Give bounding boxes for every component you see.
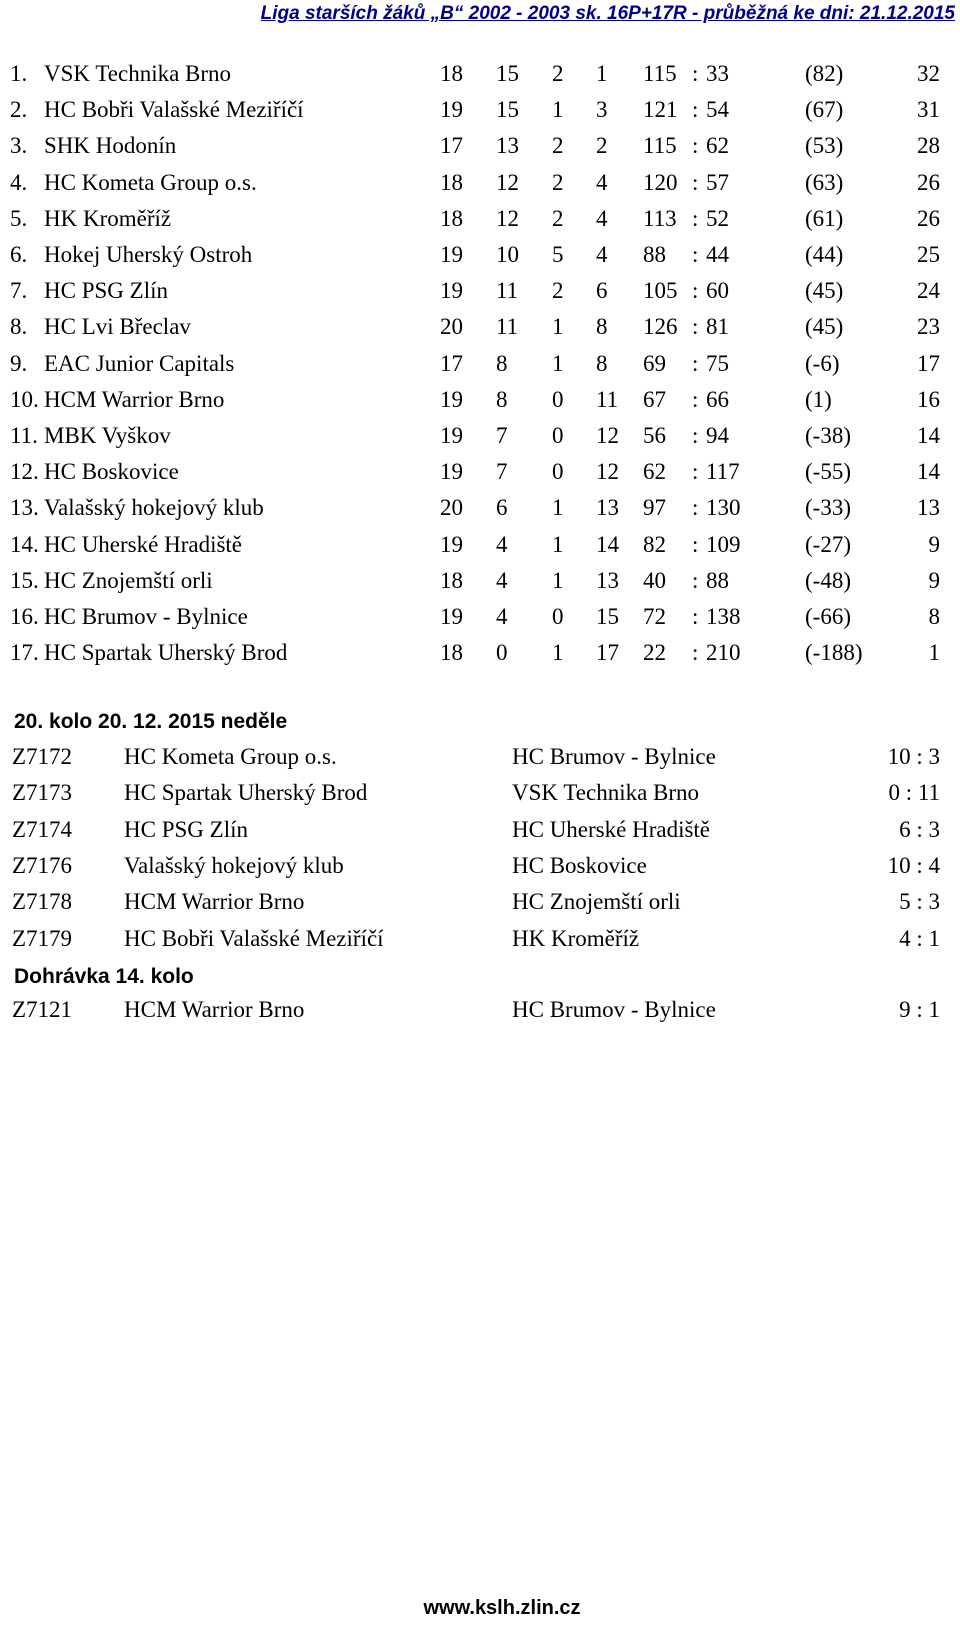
rank-cell: 13. bbox=[10, 495, 39, 521]
goals-for-cell: 115 bbox=[643, 133, 677, 159]
table-row bbox=[0, 527, 960, 563]
wins-cell: 7 bbox=[496, 423, 508, 448]
match-score: 4 : 1 bbox=[899, 925, 940, 951]
match-score: 6 : 3 bbox=[899, 816, 940, 842]
page-title: Liga starších žáků „B“ 2002 - 2003 sk. 16P+17R - průběžná ke dni: 21.12.2015 bbox=[260, 3, 955, 24]
home-team: HC Kometa Group o.s. bbox=[124, 744, 337, 769]
goal-difference-cell: (45) bbox=[805, 314, 844, 340]
score-separator: : bbox=[692, 350, 699, 376]
draws-cell: 2 bbox=[552, 278, 564, 304]
losses-cell: 12 bbox=[596, 459, 619, 485]
goals-for-cell: 126 bbox=[643, 314, 678, 340]
wins-cell: 11 bbox=[496, 314, 519, 340]
goals-for-cell: 67 bbox=[643, 386, 666, 412]
goals-for-cell: 56 bbox=[643, 423, 666, 448]
points-cell: 25 bbox=[917, 242, 940, 267]
goals-against-cell: 81 bbox=[706, 314, 729, 340]
losses-cell: 4 bbox=[596, 205, 608, 231]
points-cell: 13 bbox=[917, 495, 940, 521]
goals-against-cell: 33 bbox=[706, 61, 729, 86]
table-row bbox=[0, 454, 960, 490]
goals-against-cell: 54 bbox=[706, 97, 729, 123]
rank-cell: 2. bbox=[10, 97, 28, 123]
losses-cell: 2 bbox=[596, 133, 608, 159]
table-row bbox=[0, 490, 960, 526]
match-code: Z7179 bbox=[12, 925, 73, 951]
match-code: Z7176 bbox=[12, 852, 73, 878]
team-cell: HC Kometa Group o.s. bbox=[44, 169, 257, 195]
table-row bbox=[0, 418, 960, 454]
draws-cell: 1 bbox=[552, 495, 564, 521]
match-code: Z7174 bbox=[12, 816, 73, 842]
games-played-cell: 20 bbox=[440, 314, 463, 340]
team-cell: HC Znojemští orli bbox=[44, 567, 213, 593]
losses-cell: 8 bbox=[596, 350, 608, 376]
match-code: Z7172 bbox=[12, 744, 73, 769]
list-item bbox=[0, 812, 960, 848]
games-played-cell: 17 bbox=[440, 133, 463, 159]
games-played-cell: 19 bbox=[440, 386, 463, 412]
draws-cell: 1 bbox=[552, 97, 564, 123]
list-item bbox=[0, 739, 960, 775]
home-team: HC Spartak Uherský Brod bbox=[124, 780, 368, 806]
rank-cell: 3. bbox=[10, 133, 28, 159]
games-played-cell: 19 bbox=[440, 459, 463, 485]
table-row bbox=[0, 273, 960, 309]
losses-cell: 17 bbox=[596, 640, 619, 666]
team-cell: MBK Vyškov bbox=[44, 423, 171, 448]
draws-cell: 0 bbox=[552, 459, 564, 485]
goals-against-cell: 117 bbox=[706, 459, 740, 485]
draws-cell: 2 bbox=[552, 61, 564, 86]
goal-difference-cell: (-48) bbox=[805, 567, 851, 593]
goals-against-cell: 109 bbox=[706, 531, 741, 557]
goal-difference-cell: (63) bbox=[805, 169, 844, 195]
rank-cell: 5. bbox=[10, 205, 28, 231]
goals-against-cell: 130 bbox=[706, 495, 741, 521]
rank-cell: 12. bbox=[10, 459, 39, 485]
score-separator: : bbox=[692, 314, 699, 340]
points-cell: 26 bbox=[917, 205, 940, 231]
match-score: 5 : 3 bbox=[899, 889, 940, 915]
match-code: Z7173 bbox=[12, 780, 73, 806]
draws-cell: 5 bbox=[552, 242, 564, 267]
goal-difference-cell: (-33) bbox=[805, 495, 851, 521]
goals-for-cell: 69 bbox=[643, 350, 666, 376]
rank-cell: 14. bbox=[10, 531, 39, 557]
away-team: HC Znojemští orli bbox=[512, 889, 681, 915]
goals-against-cell: 210 bbox=[706, 640, 741, 666]
draws-cell: 0 bbox=[552, 386, 564, 412]
goals-against-cell: 57 bbox=[706, 169, 729, 195]
points-cell: 23 bbox=[917, 314, 940, 340]
games-played-cell: 20 bbox=[440, 495, 463, 521]
list-item bbox=[0, 848, 960, 884]
goals-for-cell: 82 bbox=[643, 531, 666, 557]
games-played-cell: 18 bbox=[440, 169, 463, 195]
draws-cell: 0 bbox=[552, 604, 564, 629]
wins-cell: 12 bbox=[496, 169, 519, 195]
wins-cell: 4 bbox=[496, 531, 508, 557]
table-row bbox=[0, 92, 960, 128]
games-played-cell: 18 bbox=[440, 205, 463, 231]
goal-difference-cell: (-38) bbox=[805, 423, 851, 448]
home-team: HCM Warrior Brno bbox=[124, 997, 305, 1022]
rank-cell: 10. bbox=[10, 386, 39, 412]
games-played-cell: 19 bbox=[440, 423, 463, 448]
score-separator: : bbox=[692, 604, 699, 629]
goals-against-cell: 88 bbox=[706, 567, 729, 593]
list-item bbox=[0, 992, 960, 1028]
score-separator: : bbox=[692, 169, 699, 195]
score-separator: : bbox=[692, 531, 699, 557]
team-cell: HC PSG Zlín bbox=[44, 278, 168, 304]
goal-difference-cell: (-66) bbox=[805, 604, 851, 629]
score-separator: : bbox=[692, 567, 699, 593]
points-cell: 1 bbox=[928, 640, 940, 666]
points-cell: 32 bbox=[917, 61, 940, 86]
score-separator: : bbox=[692, 205, 699, 231]
draws-cell: 2 bbox=[552, 169, 564, 195]
table-row bbox=[0, 165, 960, 201]
goals-for-cell: 40 bbox=[643, 567, 666, 593]
games-played-cell: 19 bbox=[440, 242, 463, 267]
goals-against-cell: 44 bbox=[706, 242, 729, 267]
score-separator: : bbox=[692, 133, 699, 159]
wins-cell: 15 bbox=[496, 61, 519, 86]
goal-difference-cell: (-27) bbox=[805, 531, 851, 557]
goal-difference-cell: (45) bbox=[805, 278, 844, 304]
home-team: Valašský hokejový klub bbox=[124, 852, 344, 878]
rank-cell: 17. bbox=[10, 640, 39, 666]
goals-against-cell: 66 bbox=[706, 386, 729, 412]
team-cell: HC Uherské Hradiště bbox=[44, 531, 243, 557]
draws-cell: 1 bbox=[552, 314, 564, 340]
away-team: HK Kroměříž bbox=[512, 925, 640, 951]
score-separator: : bbox=[692, 423, 699, 448]
losses-cell: 13 bbox=[596, 567, 619, 593]
rank-cell: 1. bbox=[10, 61, 28, 86]
goals-for-cell: 105 bbox=[643, 278, 678, 304]
table-row bbox=[0, 201, 960, 237]
score-separator: : bbox=[692, 278, 699, 304]
draws-cell: 1 bbox=[552, 640, 564, 666]
score-separator: : bbox=[692, 242, 699, 267]
team-cell: HK Kroměříž bbox=[44, 205, 172, 231]
goal-difference-cell: (-188) bbox=[805, 640, 863, 666]
wins-cell: 4 bbox=[496, 604, 508, 629]
home-team: HCM Warrior Brno bbox=[124, 889, 305, 915]
team-cell: Valašský hokejový klub bbox=[44, 495, 264, 521]
match-score: 10 : 3 bbox=[887, 744, 940, 769]
goals-against-cell: 75 bbox=[706, 350, 729, 376]
goals-for-cell: 115 bbox=[643, 61, 677, 86]
goals-against-cell: 138 bbox=[706, 604, 741, 629]
games-played-cell: 18 bbox=[440, 567, 463, 593]
wins-cell: 8 bbox=[496, 386, 508, 412]
team-cell: SHK Hodonín bbox=[44, 133, 177, 159]
points-cell: 8 bbox=[928, 604, 940, 629]
wins-cell: 7 bbox=[496, 459, 508, 485]
draws-cell: 2 bbox=[552, 205, 564, 231]
round-heading: 20. kolo 20. 12. 2015 neděle bbox=[14, 710, 288, 733]
score-separator: : bbox=[692, 97, 699, 123]
table-row bbox=[0, 382, 960, 418]
match-score: 0 : 11 bbox=[888, 780, 940, 806]
draws-cell: 1 bbox=[552, 567, 564, 593]
losses-cell: 4 bbox=[596, 242, 608, 267]
goals-for-cell: 120 bbox=[643, 169, 678, 195]
team-cell: Hokej Uherský Ostroh bbox=[44, 242, 253, 267]
losses-cell: 15 bbox=[596, 604, 619, 629]
rank-cell: 15. bbox=[10, 567, 39, 593]
goals-for-cell: 62 bbox=[643, 459, 666, 485]
points-cell: 31 bbox=[917, 97, 940, 123]
score-separator: : bbox=[692, 61, 699, 86]
losses-cell: 14 bbox=[596, 531, 619, 557]
away-team: HC Uherské Hradiště bbox=[512, 816, 711, 842]
goals-against-cell: 52 bbox=[706, 205, 729, 231]
match-score: 9 : 1 bbox=[899, 997, 940, 1022]
team-cell: HCM Warrior Brno bbox=[44, 386, 225, 412]
goals-for-cell: 113 bbox=[643, 205, 677, 231]
points-cell: 14 bbox=[917, 459, 940, 485]
rank-cell: 16. bbox=[10, 604, 39, 629]
match-code: Z7121 bbox=[12, 997, 73, 1022]
wins-cell: 11 bbox=[496, 278, 519, 304]
goal-difference-cell: (-6) bbox=[805, 350, 840, 376]
team-cell: HC Brumov - Bylnice bbox=[44, 604, 248, 629]
table-row bbox=[0, 56, 960, 92]
table-row bbox=[0, 237, 960, 273]
rank-cell: 8. bbox=[10, 314, 28, 340]
points-cell: 14 bbox=[917, 423, 940, 448]
wins-cell: 6 bbox=[496, 495, 508, 521]
losses-cell: 1 bbox=[596, 61, 608, 86]
goals-against-cell: 60 bbox=[706, 278, 729, 304]
losses-cell: 8 bbox=[596, 314, 608, 340]
match-score: 10 : 4 bbox=[887, 852, 940, 878]
points-cell: 9 bbox=[928, 531, 940, 557]
goal-difference-cell: (44) bbox=[805, 242, 844, 267]
list-item bbox=[0, 884, 960, 920]
games-played-cell: 19 bbox=[440, 531, 463, 557]
away-team: HC Brumov - Bylnice bbox=[512, 744, 716, 769]
goals-against-cell: 62 bbox=[706, 133, 729, 159]
goal-difference-cell: (1) bbox=[805, 386, 832, 412]
list-item bbox=[0, 775, 960, 811]
losses-cell: 4 bbox=[596, 169, 608, 195]
points-cell: 9 bbox=[928, 567, 940, 593]
score-separator: : bbox=[692, 640, 699, 666]
points-cell: 16 bbox=[917, 386, 940, 412]
team-cell: HC Lvi Břeclav bbox=[44, 314, 191, 340]
team-cell: HC Boskovice bbox=[44, 459, 179, 485]
goal-difference-cell: (82) bbox=[805, 61, 844, 86]
team-cell: HC Bobři Valašské Meziříčí bbox=[44, 97, 304, 123]
goal-difference-cell: (53) bbox=[805, 133, 844, 159]
rank-cell: 9. bbox=[10, 350, 28, 376]
footer-url[interactable]: www.kslh.zlin.cz bbox=[423, 1597, 581, 1619]
rank-cell: 6. bbox=[10, 242, 28, 267]
points-cell: 24 bbox=[917, 278, 940, 304]
goal-difference-cell: (67) bbox=[805, 97, 844, 123]
home-team: HC Bobři Valašské Meziříčí bbox=[124, 925, 384, 951]
team-cell: EAC Junior Capitals bbox=[44, 350, 235, 376]
home-team: HC PSG Zlín bbox=[124, 816, 248, 842]
wins-cell: 8 bbox=[496, 350, 508, 376]
rank-cell: 4. bbox=[10, 169, 28, 195]
away-team: HC Brumov - Bylnice bbox=[512, 997, 716, 1022]
table-row bbox=[0, 346, 960, 382]
draws-cell: 1 bbox=[552, 531, 564, 557]
games-played-cell: 18 bbox=[440, 640, 463, 666]
wins-cell: 13 bbox=[496, 133, 519, 159]
losses-cell: 3 bbox=[596, 97, 608, 123]
goals-for-cell: 22 bbox=[643, 640, 666, 666]
table-row bbox=[0, 563, 960, 599]
games-played-cell: 19 bbox=[440, 97, 463, 123]
games-played-cell: 17 bbox=[440, 350, 463, 376]
draws-cell: 0 bbox=[552, 423, 564, 448]
match-code: Z7178 bbox=[12, 889, 73, 915]
points-cell: 26 bbox=[917, 169, 940, 195]
draws-cell: 2 bbox=[552, 133, 564, 159]
goals-against-cell: 94 bbox=[706, 423, 729, 448]
losses-cell: 13 bbox=[596, 495, 619, 521]
wins-cell: 15 bbox=[496, 97, 519, 123]
score-separator: : bbox=[692, 459, 699, 485]
games-played-cell: 18 bbox=[440, 61, 463, 86]
rank-cell: 11. bbox=[10, 423, 38, 448]
table-row bbox=[0, 128, 960, 164]
wins-cell: 10 bbox=[496, 242, 519, 267]
wins-cell: 12 bbox=[496, 205, 519, 231]
goal-difference-cell: (61) bbox=[805, 205, 844, 231]
team-cell: VSK Technika Brno bbox=[44, 61, 232, 86]
score-separator: : bbox=[692, 386, 699, 412]
games-played-cell: 19 bbox=[440, 278, 463, 304]
points-cell: 28 bbox=[917, 133, 940, 159]
score-separator: : bbox=[692, 495, 699, 521]
makeup-heading: Dohrávka 14. kolo bbox=[14, 965, 194, 988]
table-row bbox=[0, 599, 960, 635]
games-played-cell: 19 bbox=[440, 604, 463, 629]
goals-for-cell: 88 bbox=[643, 242, 666, 267]
draws-cell: 1 bbox=[552, 350, 564, 376]
table-row bbox=[0, 309, 960, 345]
list-item bbox=[0, 921, 960, 957]
losses-cell: 6 bbox=[596, 278, 608, 304]
goal-difference-cell: (-55) bbox=[805, 459, 851, 485]
goals-for-cell: 121 bbox=[643, 97, 678, 123]
losses-cell: 11 bbox=[596, 386, 619, 412]
team-cell: HC Spartak Uherský Brod bbox=[44, 640, 288, 666]
goals-for-cell: 97 bbox=[643, 495, 666, 521]
wins-cell: 4 bbox=[496, 567, 508, 593]
away-team: HC Boskovice bbox=[512, 852, 647, 878]
away-team: VSK Technika Brno bbox=[512, 780, 700, 806]
losses-cell: 12 bbox=[596, 423, 619, 448]
points-cell: 17 bbox=[917, 350, 940, 376]
rank-cell: 7. bbox=[10, 278, 28, 304]
wins-cell: 0 bbox=[496, 640, 508, 666]
goals-for-cell: 72 bbox=[643, 604, 666, 629]
table-row bbox=[0, 635, 960, 671]
